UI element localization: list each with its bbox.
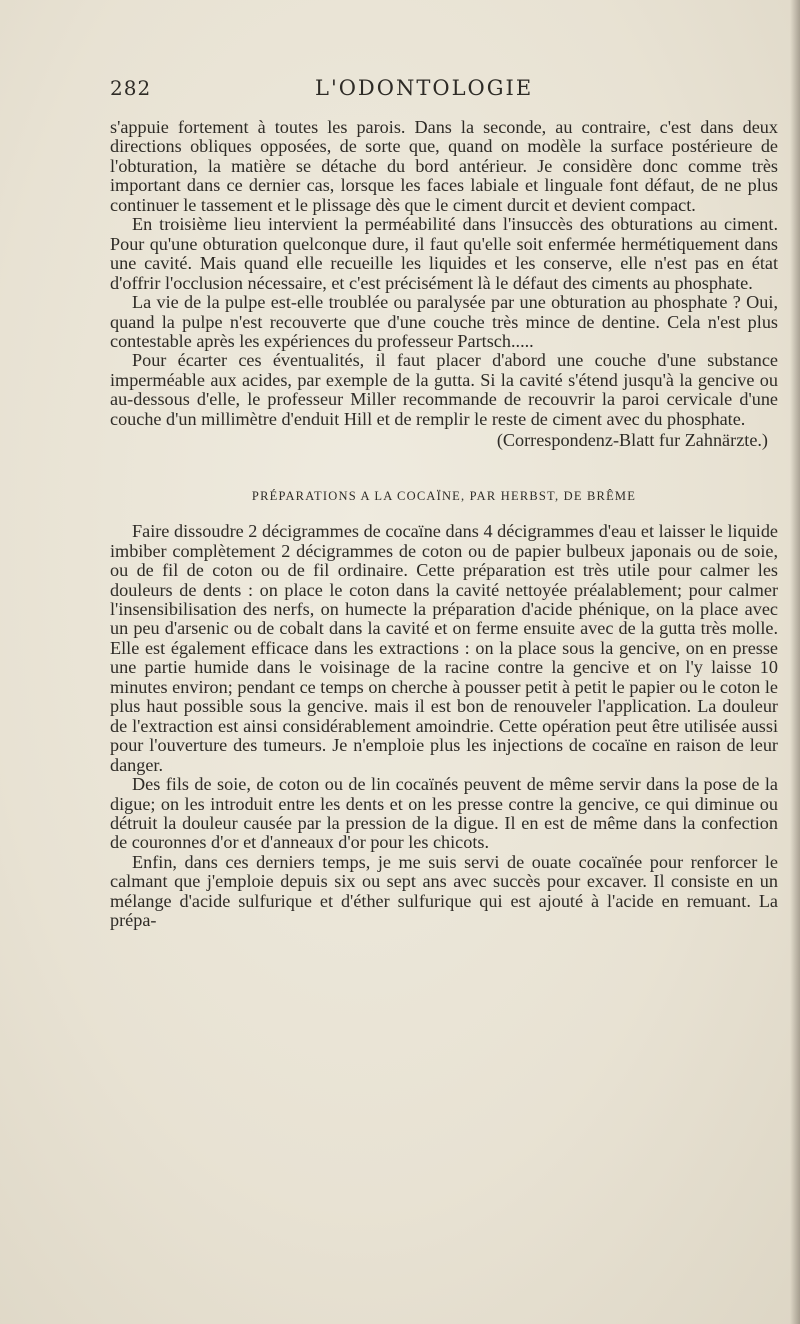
source-citation: (Correspondenz-Blatt fur Zahnärzte.) [496,430,768,451]
paragraph: Pour écarter ces éventualités, il faut placer d'abord une couche d'une substance imperméable aux acides, par exemple de la gutta. Si la cavité s'étend jusqu'à la gencive ou au-dessous d'elle, le professeur Miller recommande de recouvrir la paroi cervicale d'une couche d'un millimètre d'enduit Hill et de remplir le reste de ciment avec du phosphate. [110,350,778,429]
body-text [110,118,778,931]
page-number: 282 [110,76,152,100]
page-header [110,76,710,106]
section-title: PRÉPARATIONS A LA COCAÏNE, PAR HERBST, DE BRÊME [251,488,637,503]
paragraph: Faire dissoudre 2 décigrammes de cocaïne dans 4 décigrammes d'eau et laisser le liquide imbiber complètement 2 décigrammes de coton ou de papier bulbeux japonais ou de soie, ou de fil de coton ou de fil ordinaire. Cette préparation est très utile pour calmer les douleurs de dents : on place le coton dans la cavité nettoyée préalablement; pour calmer l'insensibilisation des nerfs, on humecte la préparation d'acide phénique, on la place avec un peu d'arsenic ou de cobalt dans la cavité et on ferme ensuite avec de la gutta très molle. Elle est également efficace dans les extractions : on la place sous la gencive, on en presse une partie humide dans le voisinage de la racine contre la gencive et on l'y laisse 10 minutes environ; pendant ce temps on cherche à pousser petit à petit le papier ou le coton le plus haut possible sous la gencive. mais il est bon de renouveler l'application. La douleur de l'extraction est ainsi considérablement amoindrie. Cette opération peut être utilisée aussi pour l'ouverture des tumeurs. Je n'emploie plus les injections de cocaïne en raison de leur danger. [110,521,778,775]
paragraph: En troisième lieu intervient la perméabilité dans l'insuccès des obturations au ciment. Pour qu'une obturation quelconque dure, il faut qu'elle soit enfermée hermétiquement dans une cavité. Mais quand elle recueille les liquides et les conserve, elle n'est pas en état d'offrir l'occlusion nécessaire, et c'est précisément là le défaut des ciments au phosphate. [110,214,778,293]
running-title: L'ODONTOLOGIE [315,76,534,100]
paragraph: Enfin, dans ces derniers temps, je me suis servi de ouate cocaïnée pour renforcer le calmant que j'emploie depuis six ou sept ans avec succès pour excaver. Il consiste en un mélange d'acide sulfurique et d'éther sulfurique qui est ajouté à l'acide en remuant. La prépa- [110,851,778,931]
paragraph: La vie de la pulpe est-elle troublée ou paralysée par une obturation au phosphate ? Oui, quand la pulpe n'est recouverte que d'une couche très mince de dentine. Cela n'est plus contestable après les expériences du professeur Partsch..... [110,292,778,351]
paragraph: Des fils de soie, de coton ou de lin cocaïnés peuvent de même servir dans la pose de la digue; on les introduit entre les dents et on les presse contre la gencive, ce qui diminue ou détruit la douleur causée par la pression de la digue. Il en est de même dans la confection de couronnes d'or et d'anneaux d'or pour les chicots. [110,774,778,853]
paragraph: s'appuie fortement à toutes les parois. Dans la seconde, au contraire, c'est dans deux directions obliques opposées, de sorte que, quand on modèle la surface postérieure de l'obturation, la matière se détache du bord antérieur. Je considère donc comme très important dans ce dernier cas, lorsque les faces labiale et linguale font défaut, de ne plus continuer le tassement et le plissage dès que le ciment durcit et devient compact. [110,117,778,215]
page-edge-shadow [790,0,800,1324]
